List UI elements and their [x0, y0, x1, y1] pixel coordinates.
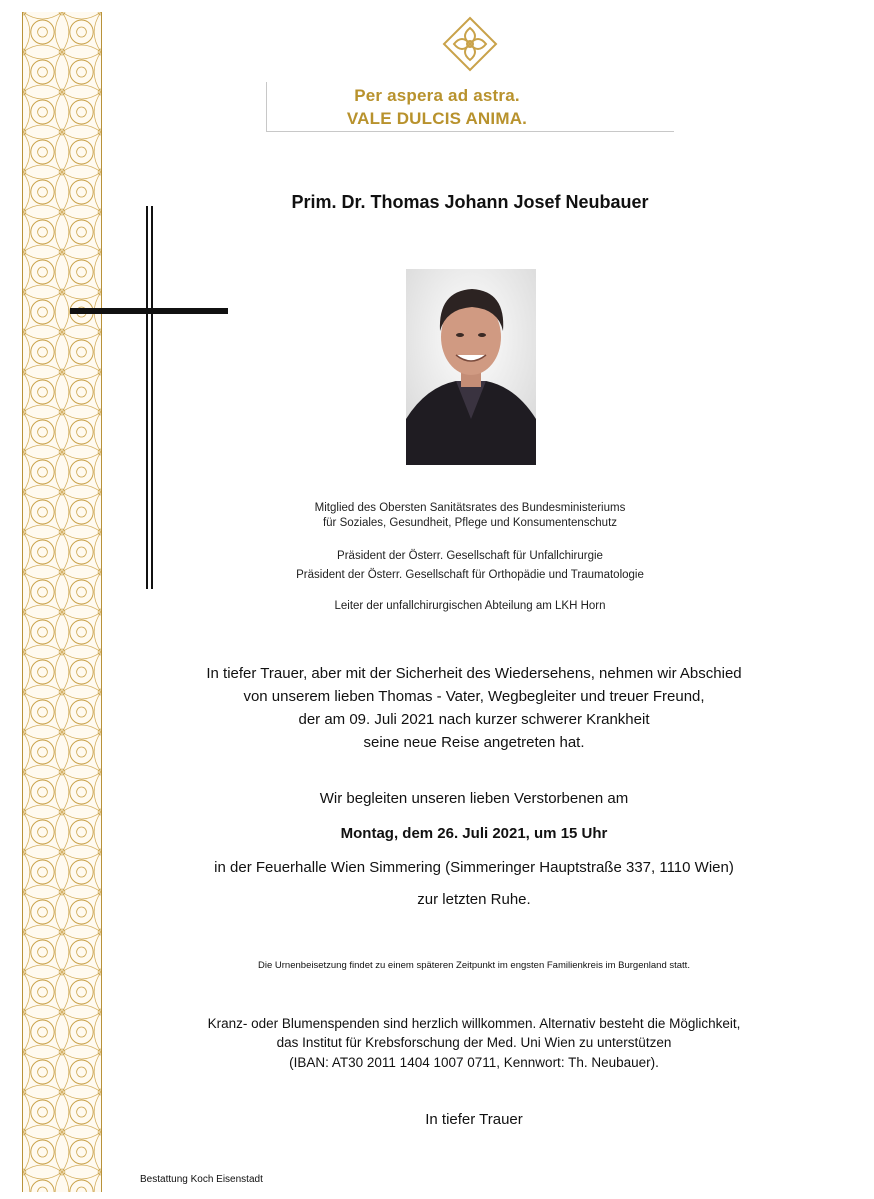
- motto-line-1: Per aspera ad astra.: [354, 86, 520, 105]
- deceased-name: Prim. Dr. Thomas Johann Josef Neubauer: [291, 192, 649, 212]
- motto-line-2: VALE DULCIS ANIMA.: [346, 109, 528, 128]
- announcement-line: von unserem lieben Thomas - Vater, Wegbegleiter und treuer Freund,: [243, 688, 705, 705]
- announcement-line: In tiefer Trauer, aber mit der Sicherheit des Wiedersehens, nehmen wir Abschied: [206, 665, 742, 682]
- announcement-line: der am 09. Juli 2021 nach kurzer schwerer Krankheit: [298, 711, 650, 728]
- ceremony-intro: Wir begleiten unseren lieben Verstorbenen am: [319, 790, 629, 807]
- urn-note: Die Urnenbeisetzung findet zu einem späteren Zeitpunkt im engsten Familienkreis im Burgenland statt.: [258, 960, 690, 971]
- portrait-photo: [406, 269, 536, 465]
- role-line: Präsident der Österr. Gesellschaft für Unfallchirurgie: [337, 550, 603, 562]
- role-line: Präsident der Österr. Gesellschaft für Orthopädie und Traumatologie: [296, 569, 644, 581]
- cross-icon: [146, 206, 148, 589]
- closing-text: In tiefer Trauer: [425, 1111, 523, 1128]
- gold-flourish-icon: [440, 14, 500, 74]
- cross-icon-bar: [70, 308, 228, 314]
- role-line: Leiter der unfallchirurgischen Abteilung am LKH Horn: [334, 600, 606, 612]
- role-line: Mitglied des Obersten Sanitätsrates des Bundesministeriums: [314, 502, 626, 514]
- donation-line: Kranz- oder Blumenspenden sind herzlich willkommen. Alternativ besteht die Möglichkeit,: [207, 1016, 741, 1031]
- ceremony-location: in der Feuerhalle Wien Simmering (Simmeringer Hauptstraße 337, 1110 Wien): [214, 859, 734, 876]
- announcement-line: seine neue Reise angetreten hat.: [363, 734, 585, 751]
- ceremony-date: Montag, dem 26. Juli 2021, um 15 Uhr: [340, 825, 608, 842]
- role-line: für Soziales, Gesundheit, Pflege und Konsumentenschutz: [322, 517, 618, 529]
- cross-icon-inner: [151, 206, 153, 589]
- funeral-home-name: Bestattung Koch Eisenstadt: [140, 1174, 263, 1185]
- donation-line: (IBAN: AT30 2011 1404 1007 0711, Kennwort: Th. Neubauer).: [289, 1055, 659, 1070]
- donation-line: das Institut für Krebsforschung der Med. Uni Wien zu unterstützen: [276, 1035, 672, 1050]
- ceremony-closing: zur letzten Ruhe.: [417, 891, 531, 908]
